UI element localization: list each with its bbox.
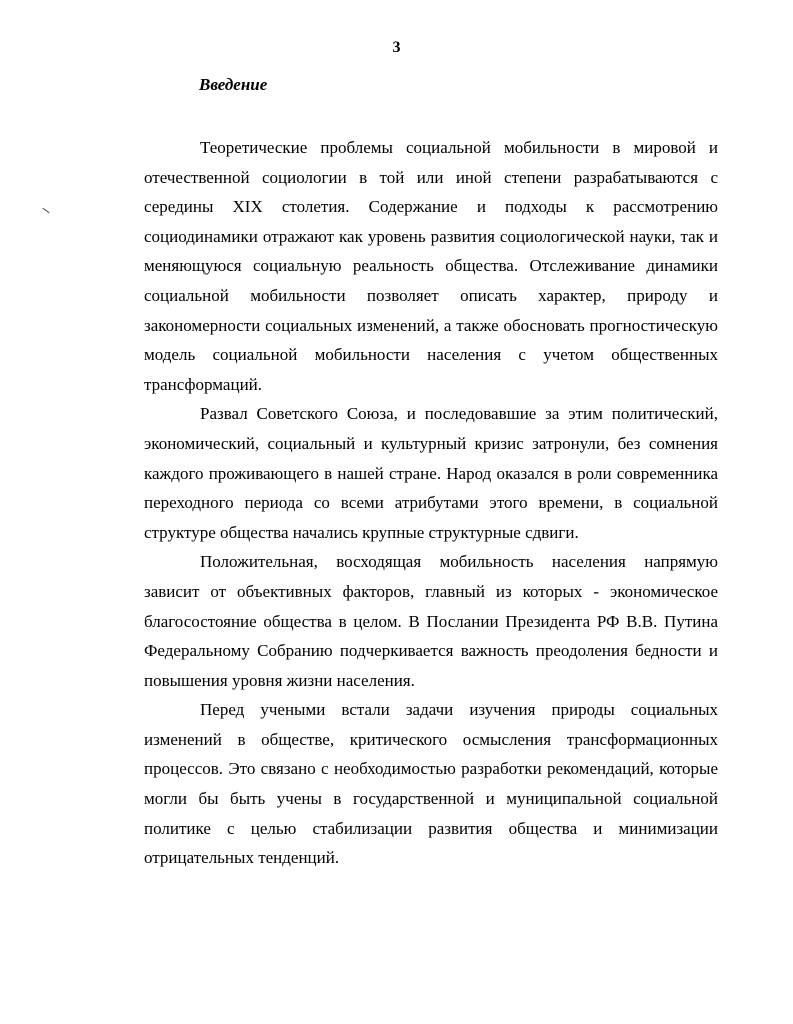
paragraph: Теоретические проблемы социальной мобильности в мировой и отечественной социологии в той или иной степени разрабатываются с середины XIX столетия. Содержание и подходы к рассмотрению социодинамики отражают как уровень развития социологической науки, так и меняющуюся социальную реальность общества. Отслеживание динамики социальной мобильности позволяет описать характер, природу и закономерности социальных изменений, а также обосновать прогностическую модель социальной мобильности населения с учетом общественных трансформаций. — [144, 138, 718, 394]
body-text — [144, 133, 718, 873]
page-number: 3 — [392, 39, 401, 56]
paragraph: Перед учеными встали задачи изучения природы социальных изменений в обществе, критического осмысления трансформационных процессов. Это связано с необходимостью разработки рекомендаций, которые могли бы быть учены в государственной и муниципальной социальной политике с целью стабилизации развития общества и минимизации отрицательных тенденций. — [144, 700, 718, 868]
section-heading: Введение — [199, 75, 268, 94]
scan-mark — [42, 208, 49, 213]
paragraph: Развал Советского Союза, и последовавшие за этим политический, экономический, социальный и культурный кризис затронули, без сомнения каждого проживающего в нашей стране. Народ оказался в роли современника переходного периода со всеми атрибутами этого времени, в социальной структуре общества начались крупные структурные сдвиги. — [144, 404, 718, 542]
paragraph: Положительная, восходящая мобильность населения напрямую зависит от объективных факторов, главный из которых - экономическое благосостояние общества в целом. В Послании Президента РФ В.В. Путина Федеральному Собранию подчеркивается важность преодоления бедности и повышения уровня жизни населения. — [144, 552, 718, 690]
